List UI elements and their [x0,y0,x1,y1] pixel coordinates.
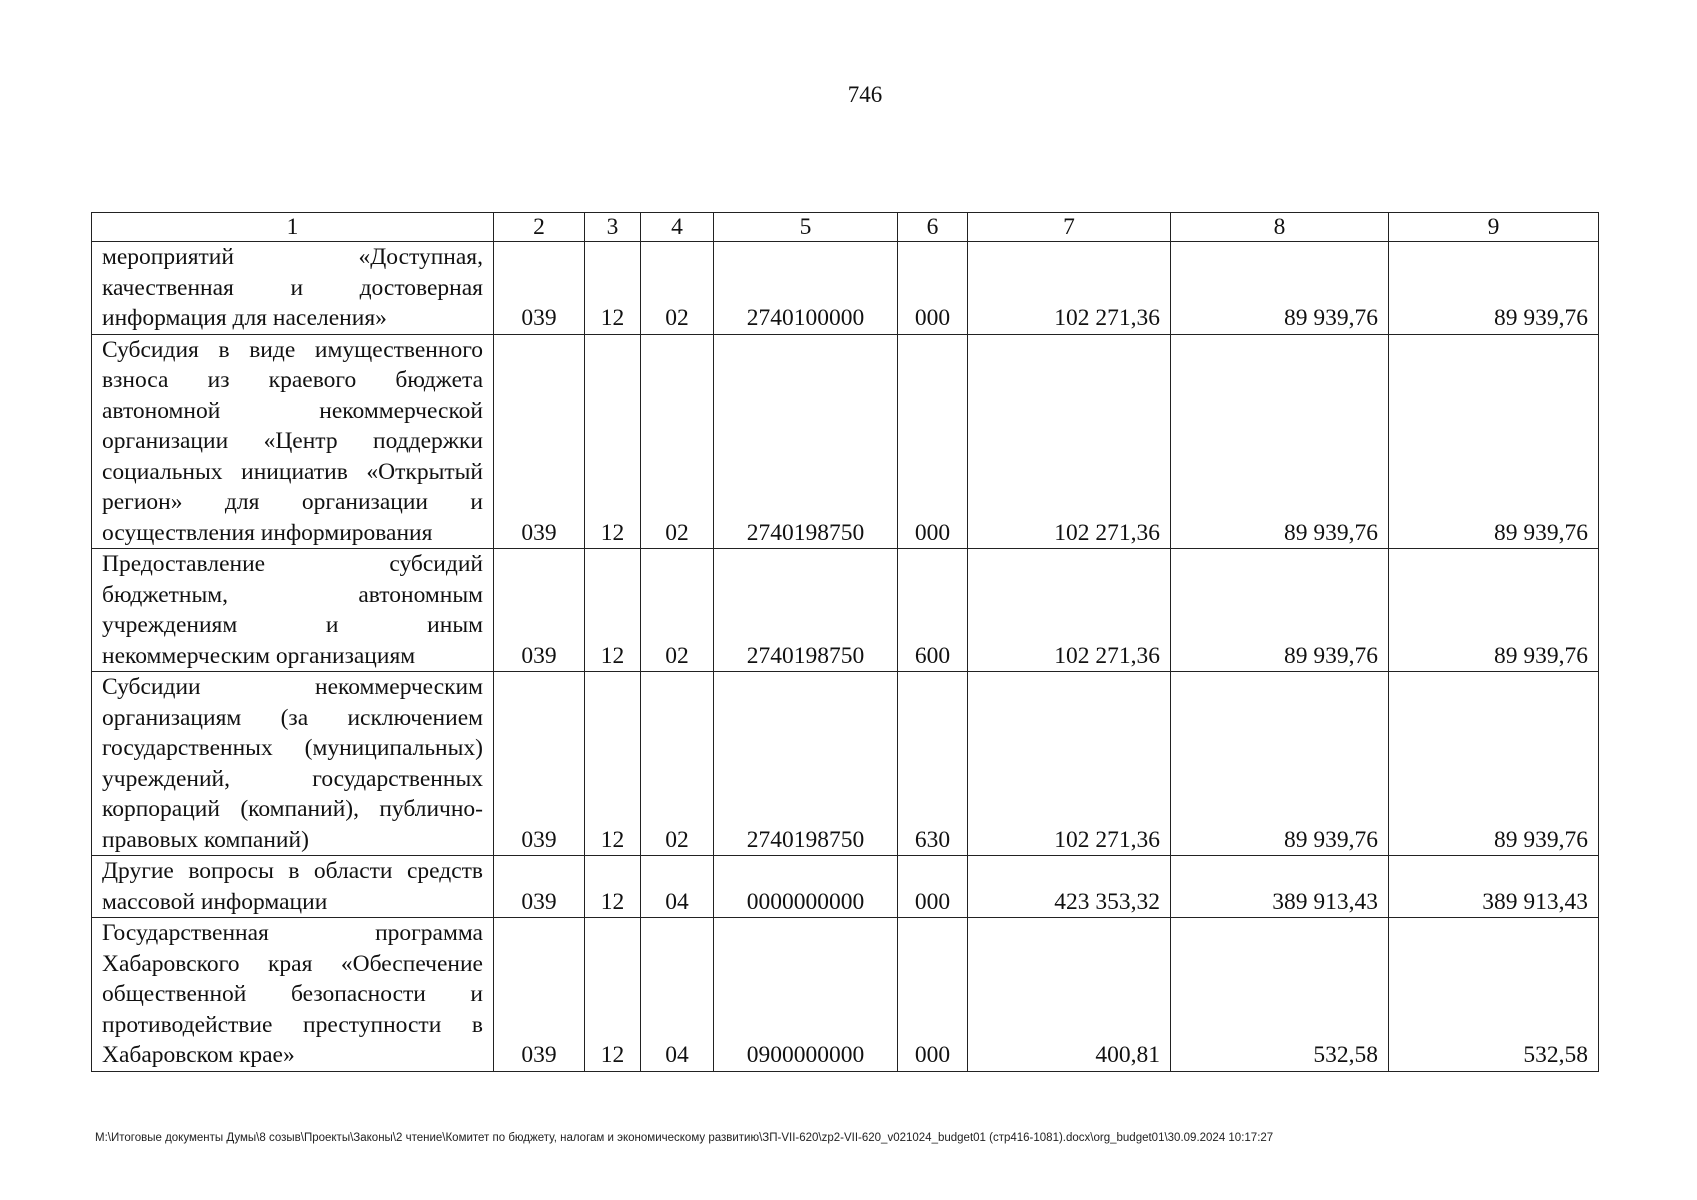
row-name: Государственная программа Хабаровского края «Обеспечение общественной безопасности и противодействие преступности в Хабаровском крае» [92,918,494,1072]
row-amount-7: 102 271,36 [968,334,1171,549]
row-amount-8: 532,58 [1171,918,1389,1072]
row-name: Предоставление субсидий бюджетным, автономным учреждениям и иным некоммерческим организациям [92,549,494,672]
table-row [92,672,1599,856]
row-amount-9: 89 939,76 [1389,334,1599,549]
row-expense-type: 000 [898,242,968,335]
row-subsection-code: 02 [641,242,714,335]
row-subsection-code: 04 [641,918,714,1072]
header-col-7: 7 [968,213,1171,242]
row-amount-8: 389 913,43 [1171,856,1389,918]
row-amount-7: 400,81 [968,918,1171,1072]
header-col-9: 9 [1389,213,1599,242]
row-section-code: 12 [585,856,641,918]
header-col-2: 2 [494,213,585,242]
row-name: Субсидии некоммерческим организациям (за исключением государственных (муниципальных) учреждений, государственных корпораций (компаний), публично-правовых компаний) [92,672,494,856]
row-ministry-code: 039 [494,672,585,856]
header-col-5: 5 [714,213,898,242]
header-col-6: 6 [898,213,968,242]
row-subsection-code: 02 [641,549,714,672]
row-expense-type: 000 [898,334,968,549]
footer-file-path: M:\Итоговые документы Думы\8 созыв\Проекты\Законы\2 чтение\Комитет по бюджету, налогам и экономическому развитию\ЗП-VII-620\zp2-VII-620_v021024_budget01 (стр416-1081).docx\org_budget01\30.09.2024 10:17:27 [95,1132,1274,1144]
row-ministry-code: 039 [494,334,585,549]
row-target-code: 0000000000 [714,856,898,918]
table-row [92,549,1599,672]
row-amount-8: 89 939,76 [1171,549,1389,672]
header-col-3: 3 [585,213,641,242]
row-ministry-code: 039 [494,242,585,335]
table-row [92,242,1599,335]
row-section-code: 12 [585,549,641,672]
table-row [92,334,1599,549]
header-col-4: 4 [641,213,714,242]
row-amount-7: 102 271,36 [968,549,1171,672]
row-amount-9: 89 939,76 [1389,672,1599,856]
row-target-code: 2740198750 [714,334,898,549]
row-amount-9: 89 939,76 [1389,242,1599,335]
row-subsection-code: 02 [641,334,714,549]
row-ministry-code: 039 [494,549,585,672]
row-subsection-code: 04 [641,856,714,918]
row-amount-8: 89 939,76 [1171,242,1389,335]
row-amount-8: 89 939,76 [1171,672,1389,856]
row-target-code: 2740198750 [714,672,898,856]
header-col-1: 1 [92,213,494,242]
row-section-code: 12 [585,242,641,335]
row-ministry-code: 039 [494,918,585,1072]
row-amount-9: 532,58 [1389,918,1599,1072]
row-amount-9: 389 913,43 [1389,856,1599,918]
budget-table [91,212,1599,1072]
row-amount-7: 102 271,36 [968,672,1171,856]
row-amount-7: 423 353,32 [968,856,1171,918]
row-target-code: 0900000000 [714,918,898,1072]
row-target-code: 2740198750 [714,549,898,672]
row-amount-9: 89 939,76 [1389,549,1599,672]
row-amount-8: 89 939,76 [1171,334,1389,549]
row-section-code: 12 [585,918,641,1072]
table-header-row [92,213,1599,242]
row-expense-type: 600 [898,549,968,672]
row-section-code: 12 [585,672,641,856]
table-row [92,918,1599,1072]
table-row [92,856,1599,918]
row-subsection-code: 02 [641,672,714,856]
row-name: Субсидия в виде имущественного взноса из краевого бюджета автономной некоммерческой организации «Центр поддержки социальных инициатив «Открытый регион» для организации и осуществления информирования [92,334,494,549]
header-col-8: 8 [1171,213,1389,242]
row-expense-type: 630 [898,672,968,856]
page-number: 746 [847,82,883,107]
row-amount-7: 102 271,36 [968,242,1171,335]
row-section-code: 12 [585,334,641,549]
row-name: мероприятий «Доступная, качественная и достоверная информация для населения» [92,242,494,335]
row-name: Другие вопросы в области средств массовой информации [92,856,494,918]
row-expense-type: 000 [898,918,968,1072]
row-target-code: 2740100000 [714,242,898,335]
row-expense-type: 000 [898,856,968,918]
row-ministry-code: 039 [494,856,585,918]
